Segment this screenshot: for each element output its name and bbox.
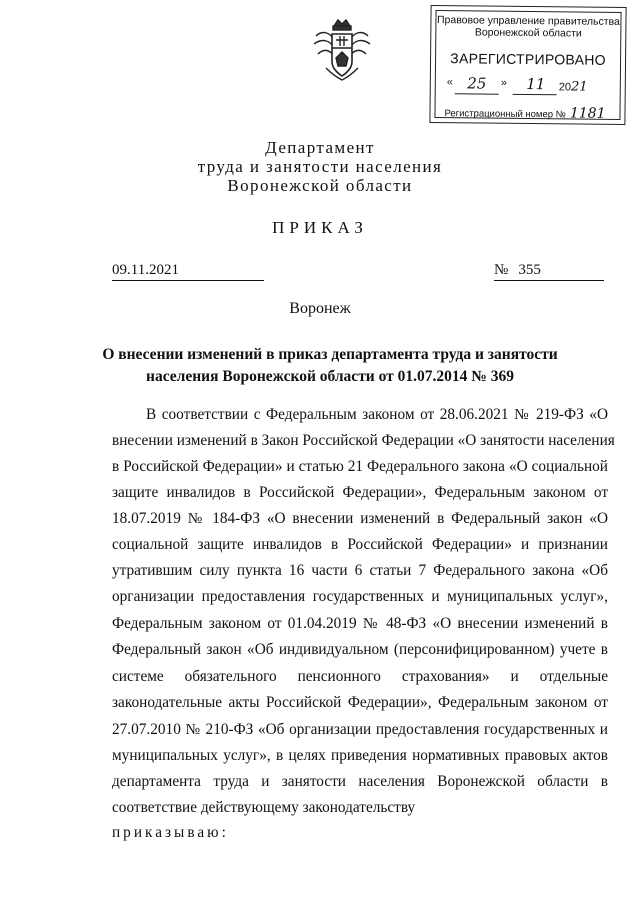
coat-of-arms-emblem: [312, 18, 372, 84]
body-line: департамента труда и занятости населения Воронежской области в: [112, 773, 608, 790]
stamp-region-line: Воронежской области: [474, 26, 582, 40]
body-line: организации предоставления государственных и муниципальных услуг»,: [112, 588, 608, 605]
order-number-value: 355: [518, 262, 541, 278]
body-line: законодательные акты Российской Федерации», Федеральным законом от: [112, 694, 608, 711]
stamp-reg-label: Регистрационный номер №: [444, 108, 566, 121]
body-line: социальной защите инвалидов в Российской Федерации» и признании: [112, 536, 608, 553]
stamp-day-underline: [455, 93, 499, 94]
body-line: в Российской Федерации» и статью 21 Федерального закона «О социальной: [112, 458, 608, 475]
order-word: приказываю:: [112, 824, 229, 841]
order-title: ПРИКАЗ: [272, 218, 368, 237]
document-title-line-1: О внесении изменений в приказ департамента труда и занятости: [102, 346, 558, 363]
body-line: 18.07.2019 № 184-ФЗ «О внесении изменений в Федеральный закон «О: [112, 510, 608, 527]
order-number: [494, 262, 604, 281]
stamp-reg-number: 1181: [569, 105, 606, 122]
body-line: 27.07.2010 № 210-ФЗ «Об организации предоставления государственных и: [112, 721, 608, 738]
stamp-year-prefix: 20: [558, 81, 572, 94]
body-line: защите инвалидов в Российской Федерации», Федеральным законом от: [112, 484, 608, 501]
stamp-quote-open: «: [446, 76, 454, 89]
body-line: муниципальных услуг», в целях приведения нормативных правовых актов: [112, 747, 608, 764]
body-line: внесении изменений в Закон Российской Федерации «О занятости населения: [112, 432, 615, 449]
body-line: системе обязательного пенсионного страхования» и отдельные: [112, 668, 608, 685]
registration-stamp: [429, 5, 626, 125]
stamp-day: 25: [467, 74, 487, 93]
body-line: Федеральный закон «Об индивидуальном (персонифицированном) учете в: [112, 641, 608, 658]
dept-line-1: Департамент: [265, 138, 375, 157]
document-title-line-2: населения Воронежской области от 01.07.2014 № 369: [146, 368, 514, 385]
body-line: утратившим силу пункта 16 части 6 статьи 7 Федерального закона «Об: [112, 562, 608, 579]
stamp-month-underline: [513, 94, 557, 95]
body-line: В соответствии с Федеральным законом от 28.06.2021 № 219-ФЗ «О: [146, 406, 608, 423]
stamp-date: [441, 74, 617, 98]
order-date: 09.11.2021: [112, 262, 264, 281]
stamp-reg-number-row: [444, 104, 605, 122]
stamp-year-suffix: 21: [570, 79, 588, 95]
stamp-year: [559, 79, 588, 94]
body-line: Федеральным законом от 01.04.2019 № 48-ФЗ «О внесении изменений в: [112, 615, 608, 632]
body-line: соответствие действующему законодательству: [112, 799, 416, 816]
dept-line-2: труда и занятости населения: [197, 157, 443, 176]
document-title: [100, 344, 560, 388]
stamp-authority-line: Правовое управление правительства: [436, 14, 620, 28]
order-number-label: №: [494, 262, 509, 278]
stamp-month: 11: [526, 74, 546, 94]
dept-line-3: Воронежской области: [227, 176, 413, 195]
stamp-quote-close: »: [500, 76, 508, 89]
stamp-registered-label: ЗАРЕГИСТРИРОВАНО: [450, 50, 606, 68]
city-name: Воронеж: [289, 300, 351, 317]
